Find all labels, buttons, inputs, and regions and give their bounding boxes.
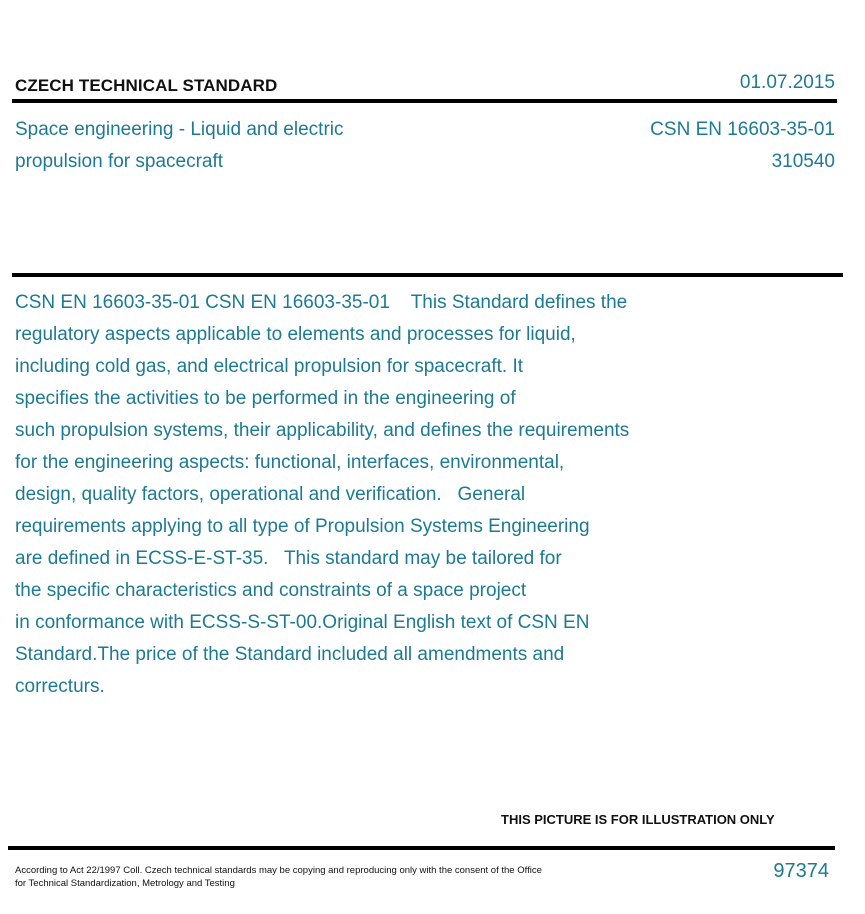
document-number: 97374: [773, 860, 829, 882]
header-divider: [12, 99, 837, 103]
abstract-line: such propulsion systems, their applicability, and defines the requirements: [15, 420, 630, 441]
abstract-line: CSN EN 16603-35-01 CSN EN 16603-35-01 This Standard defines the: [15, 292, 628, 313]
abstract-line: design, quality factors, operational and verification. General: [15, 484, 526, 505]
standard-title-line: propulsion for spacecraft: [15, 151, 224, 172]
standard-code: CSN EN 16603-35-01: [650, 119, 835, 140]
classification-number: 310540: [771, 151, 835, 172]
abstract-line: including cold gas, and electrical propulsion for spacecraft. It: [15, 356, 523, 377]
abstract-line: the specific characteristics and constraints of a space project: [15, 580, 527, 601]
abstract-text: [15, 287, 735, 703]
footer-divider: [8, 846, 835, 850]
abstract-line: specifies the activities to be performed in the engineering of: [15, 388, 516, 409]
abstract-line: regulatory aspects applicable to elements and processes for liquid,: [15, 324, 576, 345]
standard-title: [15, 114, 435, 178]
legal-line: for Technical Standardization, Metrology and Testing: [15, 878, 235, 889]
abstract-line: requirements applying to all type of Propulsion Systems Engineering: [15, 516, 590, 537]
illustration-note: THIS PICTURE IS FOR ILLUSTRATION ONLY: [501, 812, 775, 827]
abstract-line: are defined in ECSS-E-ST-35. This standard may be tailored for: [15, 548, 562, 569]
legal-line: According to Act 22/1997 Coll. Czech technical standards may be copying and reproducing only with the consent of the Office: [15, 865, 542, 876]
section-divider: [12, 273, 843, 277]
document-type-label: CZECH TECHNICAL STANDARD: [15, 76, 278, 95]
publication-date: 01.07.2015: [739, 72, 835, 93]
legal-notice: [15, 864, 542, 890]
abstract-line: correcturs.: [15, 676, 105, 697]
standard-title-line: Space engineering - Liquid and electric: [15, 119, 344, 140]
abstract-line: for the engineering aspects: functional, interfaces, environmental,: [15, 452, 565, 473]
abstract-line: in conformance with ECSS-S-ST-00.Original English text of CSN EN: [15, 612, 590, 633]
abstract-line: Standard.The price of the Standard included all amendments and: [15, 644, 565, 665]
standard-identifier: [650, 114, 835, 178]
